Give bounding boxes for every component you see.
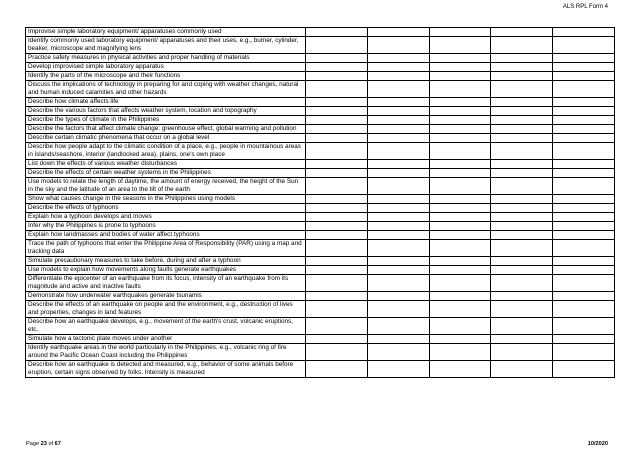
- rating-cell: [306, 160, 368, 169]
- rating-cell: [429, 169, 491, 178]
- page-word: Page: [26, 441, 40, 447]
- competency-text: Demonstrate how underwater earthquakes generate tsunamis: [26, 292, 306, 301]
- rating-cell: [491, 195, 553, 204]
- rating-cell: [491, 335, 553, 344]
- rating-cell: [491, 72, 553, 81]
- competency-text: Trace the path of typhoons that enter the Philippine Area of Responsibility (PAR) using a map and tracking data: [26, 240, 306, 257]
- rating-cell: [429, 81, 491, 98]
- table-row: [26, 134, 615, 143]
- rating-cell: [306, 107, 368, 116]
- rating-cell: [553, 257, 615, 266]
- rating-cell: [553, 28, 615, 37]
- competency-table-body: [26, 28, 615, 378]
- table-row: [26, 301, 615, 318]
- rating-cell: [491, 231, 553, 240]
- rating-cell: [553, 81, 615, 98]
- rating-cell: [553, 143, 615, 160]
- rating-cell: [491, 222, 553, 231]
- rating-cell: [429, 107, 491, 116]
- rating-cell: [367, 257, 429, 266]
- rating-cell: [491, 63, 553, 72]
- rating-cell: [491, 116, 553, 125]
- rating-cell: [306, 275, 368, 292]
- rating-cell: [306, 169, 368, 178]
- form-label: ALS RPL Form 4: [562, 4, 608, 10]
- rating-cell: [367, 275, 429, 292]
- rating-cell: [367, 54, 429, 63]
- rating-cell: [553, 213, 615, 222]
- rating-cell: [429, 222, 491, 231]
- competency-text: Describe how an earthquake is detected and measured, e.g., behavior of some animals before eruption, certain signs observed by folks. Intensity is measured: [26, 361, 306, 378]
- rating-cell: [553, 107, 615, 116]
- rating-cell: [367, 116, 429, 125]
- rating-cell: [491, 134, 553, 143]
- rating-cell: [367, 98, 429, 107]
- rating-cell: [553, 72, 615, 81]
- competency-text: List down the effects of various weather disturbances: [26, 160, 306, 169]
- competency-text: Show what causes change in the seasons in the Philippines using models: [26, 195, 306, 204]
- rating-cell: [367, 160, 429, 169]
- rating-cell: [306, 72, 368, 81]
- rating-cell: [429, 178, 491, 195]
- rating-cell: [491, 143, 553, 160]
- rating-cell: [306, 257, 368, 266]
- rating-cell: [553, 318, 615, 335]
- rating-cell: [429, 292, 491, 301]
- rating-cell: [429, 257, 491, 266]
- competency-text: Describe how people adapt to the climatic condition of a place, e.g., people in mountainous areas in islands/seashore, interior (landlocked area), plains, one's own place: [26, 143, 306, 160]
- rating-cell: [553, 222, 615, 231]
- rating-cell: [553, 160, 615, 169]
- rating-cell: [367, 222, 429, 231]
- rating-cell: [491, 81, 553, 98]
- rating-cell: [491, 292, 553, 301]
- rating-cell: [306, 222, 368, 231]
- rating-cell: [553, 125, 615, 134]
- table-row: [26, 125, 615, 134]
- rating-cell: [553, 37, 615, 54]
- rating-cell: [553, 134, 615, 143]
- competency-text: Identify commonly used laboratory equipment/ apparatuses and their uses, e.g., burner, cylinder, beaker, microscope and magnifying lens: [26, 37, 306, 54]
- competency-text: Discuss the implications of technology in preparing for and coping with weather changes, natural and human induced calamities and other hazards: [26, 81, 306, 98]
- rating-cell: [491, 257, 553, 266]
- rating-cell: [367, 204, 429, 213]
- rating-cell: [367, 37, 429, 54]
- rating-cell: [429, 54, 491, 63]
- rating-cell: [306, 37, 368, 54]
- rating-cell: [553, 292, 615, 301]
- table-row: [26, 361, 615, 378]
- table-row: [26, 28, 615, 37]
- rating-cell: [367, 335, 429, 344]
- rating-cell: [306, 195, 368, 204]
- table-row: [26, 63, 615, 72]
- rating-cell: [491, 160, 553, 169]
- rating-cell: [553, 204, 615, 213]
- rating-cell: [491, 266, 553, 275]
- rating-cell: [367, 72, 429, 81]
- table-row: [26, 266, 615, 275]
- rating-cell: [429, 240, 491, 257]
- rating-cell: [553, 335, 615, 344]
- rating-cell: [491, 240, 553, 257]
- competency-text: Practice safety measures in physical activities and proper handling of materials: [26, 54, 306, 63]
- rating-cell: [429, 344, 491, 361]
- rating-cell: [553, 301, 615, 318]
- competency-text: Describe the types of climate in the Philippines: [26, 116, 306, 125]
- rating-cell: [429, 204, 491, 213]
- rating-cell: [306, 116, 368, 125]
- competency-text: Describe how an earthquake develops, e.g., movement of the earth's crust, volcanic eruptions, etc.: [26, 318, 306, 335]
- rating-cell: [367, 178, 429, 195]
- rating-cell: [429, 231, 491, 240]
- competency-text: Identify earthquake areas in the world particularly in the Philippines, e.g., volcanic ring of fire around the Pacific Ocean Coast including the Philippines: [26, 344, 306, 361]
- competency-text: Use models to explain how movements along faults generate earthquakes: [26, 266, 306, 275]
- rating-cell: [306, 301, 368, 318]
- rating-cell: [306, 125, 368, 134]
- table-row: [26, 116, 615, 125]
- rating-cell: [429, 335, 491, 344]
- rating-cell: [429, 125, 491, 134]
- rating-cell: [491, 107, 553, 116]
- rating-cell: [367, 195, 429, 204]
- rating-cell: [429, 28, 491, 37]
- rating-cell: [306, 240, 368, 257]
- rating-cell: [306, 81, 368, 98]
- rating-cell: [553, 240, 615, 257]
- rating-cell: [553, 231, 615, 240]
- competency-text: Simulate precautionary measures to take before, during and after a typhoon: [26, 257, 306, 266]
- rating-cell: [553, 178, 615, 195]
- rating-cell: [491, 28, 553, 37]
- table-row: [26, 231, 615, 240]
- rating-cell: [553, 275, 615, 292]
- rating-cell: [306, 63, 368, 72]
- table-row: [26, 178, 615, 195]
- competency-text: Identify the parts of the microscope and their functions: [26, 72, 306, 81]
- rating-cell: [306, 318, 368, 335]
- competency-text: Infer why the Philippines is prone to typhoons: [26, 222, 306, 231]
- rating-cell: [491, 275, 553, 292]
- table-row: [26, 335, 615, 344]
- rating-cell: [306, 134, 368, 143]
- rating-cell: [306, 344, 368, 361]
- rating-cell: [553, 361, 615, 378]
- rating-cell: [367, 169, 429, 178]
- rating-cell: [306, 204, 368, 213]
- rating-cell: [367, 231, 429, 240]
- rating-cell: [429, 213, 491, 222]
- competency-text: Simulate how a tectonic plate moves under another: [26, 335, 306, 344]
- table-row: [26, 292, 615, 301]
- of-word: of: [48, 441, 54, 447]
- rating-cell: [429, 275, 491, 292]
- table-row: [26, 160, 615, 169]
- rating-cell: [367, 125, 429, 134]
- rating-cell: [553, 169, 615, 178]
- rating-cell: [491, 301, 553, 318]
- rating-cell: [367, 213, 429, 222]
- rating-cell: [306, 231, 368, 240]
- rating-cell: [367, 143, 429, 160]
- rating-cell: [367, 81, 429, 98]
- rating-cell: [491, 98, 553, 107]
- rating-cell: [491, 54, 553, 63]
- table-row: [26, 318, 615, 335]
- rating-cell: [306, 98, 368, 107]
- rating-cell: [429, 98, 491, 107]
- rating-cell: [306, 361, 368, 378]
- rating-cell: [553, 195, 615, 204]
- table-row: [26, 257, 615, 266]
- competency-text: Explain how a typhoon develops and moves: [26, 213, 306, 222]
- table-row: [26, 195, 615, 204]
- rating-cell: [429, 37, 491, 54]
- page-total: 67: [54, 441, 61, 447]
- table-row: [26, 169, 615, 178]
- table-row: [26, 81, 615, 98]
- rating-cell: [367, 344, 429, 361]
- table-row: [26, 143, 615, 160]
- rating-cell: [491, 318, 553, 335]
- rating-cell: [491, 344, 553, 361]
- table-row: [26, 222, 615, 231]
- rating-cell: [306, 292, 368, 301]
- rating-cell: [429, 116, 491, 125]
- competency-text: Describe the effects of certain weather systems in the Philippines: [26, 169, 306, 178]
- competency-table: [25, 27, 615, 378]
- rating-cell: [367, 361, 429, 378]
- rating-cell: [367, 240, 429, 257]
- table-row: [26, 204, 615, 213]
- rating-cell: [553, 344, 615, 361]
- table-row: [26, 107, 615, 116]
- rating-cell: [429, 63, 491, 72]
- competency-text: Use models to relate the length of daytime, the amount of energy received, the height of the Sun in the sky and the latitude of an area to the tilt of the earth: [26, 178, 306, 195]
- table-row: [26, 54, 615, 63]
- competency-text: Develop improvised simple laboratory apparatus: [26, 63, 306, 72]
- rating-cell: [367, 318, 429, 335]
- rating-cell: [429, 143, 491, 160]
- rating-cell: [491, 361, 553, 378]
- table-row: [26, 275, 615, 292]
- competency-text: Differentiate the epicenter of an earthquake from its focus, intensity of an earthquake from its magnitude and active and inactive faults: [26, 275, 306, 292]
- rating-cell: [429, 160, 491, 169]
- rating-cell: [491, 125, 553, 134]
- competency-text: Describe the factors that affect climate change: greenhouse effect, global warming and pollution: [26, 125, 306, 134]
- table-row: [26, 37, 615, 54]
- rating-cell: [429, 72, 491, 81]
- revision-date: 10/2020: [587, 441, 608, 447]
- rating-cell: [367, 292, 429, 301]
- rating-cell: [367, 301, 429, 318]
- competency-text: Describe the various factors that affects weather system, location and topography: [26, 107, 306, 116]
- rating-cell: [429, 318, 491, 335]
- competency-text: Describe how climate affects life: [26, 98, 306, 107]
- competency-text: Describe certain climatic phenomena that occur on a global level: [26, 134, 306, 143]
- competency-text: Explain how landmasses and bodies of water affect typhoons: [26, 231, 306, 240]
- rating-cell: [306, 213, 368, 222]
- rating-cell: [429, 361, 491, 378]
- rating-cell: [367, 107, 429, 116]
- table-row: [26, 344, 615, 361]
- rating-cell: [367, 28, 429, 37]
- rating-cell: [553, 98, 615, 107]
- page-number: [26, 441, 61, 447]
- rating-cell: [367, 63, 429, 72]
- competency-text: Describe the effects of an earthquake on people and the environment, e.g., destruction of lives and properties, changes in land features: [26, 301, 306, 318]
- table-row: [26, 240, 615, 257]
- rating-cell: [306, 266, 368, 275]
- rating-cell: [306, 143, 368, 160]
- rating-cell: [491, 204, 553, 213]
- rating-cell: [429, 266, 491, 275]
- rating-cell: [491, 169, 553, 178]
- competency-text: Improvise simple laboratory equipment/ apparatuses commonly used: [26, 28, 306, 37]
- rating-cell: [367, 134, 429, 143]
- table-row: [26, 213, 615, 222]
- competency-text: Describe the effects of typhoons: [26, 204, 306, 213]
- rating-cell: [429, 301, 491, 318]
- rating-cell: [553, 54, 615, 63]
- rating-cell: [429, 134, 491, 143]
- rating-cell: [306, 178, 368, 195]
- rating-cell: [306, 28, 368, 37]
- table-row: [26, 72, 615, 81]
- rating-cell: [429, 195, 491, 204]
- rating-cell: [491, 213, 553, 222]
- table-row: [26, 98, 615, 107]
- rating-cell: [367, 266, 429, 275]
- rating-cell: [491, 178, 553, 195]
- rating-cell: [491, 37, 553, 54]
- rating-cell: [306, 335, 368, 344]
- rating-cell: [306, 54, 368, 63]
- rating-cell: [553, 266, 615, 275]
- page-current: 23: [40, 441, 47, 447]
- rating-cell: [553, 63, 615, 72]
- rating-cell: [553, 116, 615, 125]
